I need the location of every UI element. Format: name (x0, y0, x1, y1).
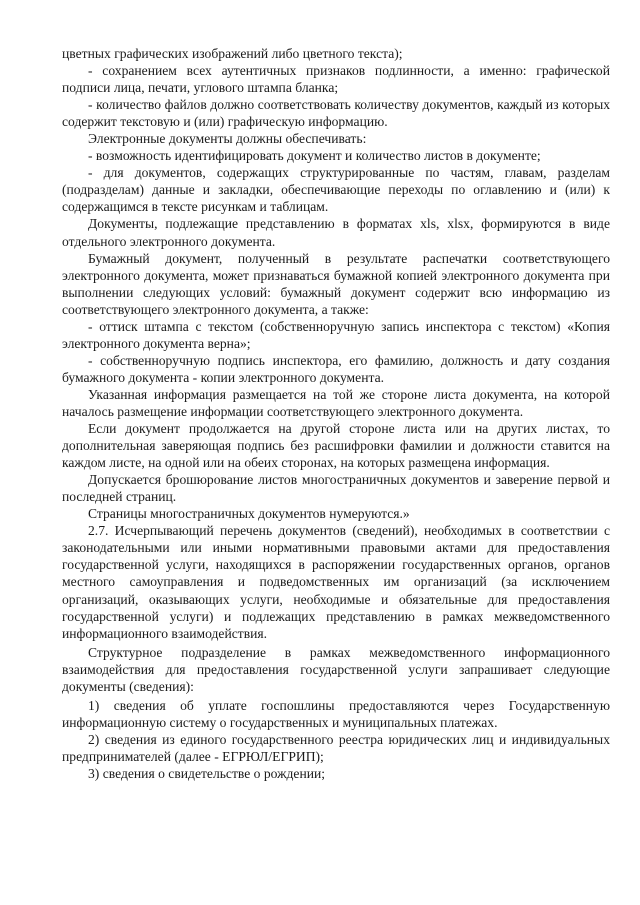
paragraph-8: Бумажный документ, полученный в результате распечатки соответствующего электронного документа, может признаваться бумажной копией электронного документа при выполнении следующих условий: бумажный документ содержит всю информацию из соответствующего электронного документа, а также: (62, 250, 610, 317)
paragraph-7: Документы, подлежащие представлению в форматах xls, xlsx, формируются в виде отдельного электронного документа. (62, 216, 610, 249)
paragraph-2: - сохранением всех аутентичных признаков подлинности, а именно: графической подписи лица, печати, углового штампа бланка; (62, 63, 610, 96)
document-body (62, 45, 610, 782)
paragraph-1: цветных графических изображений либо цветного текста); (62, 46, 403, 61)
paragraph-17: 1) сведения об уплате госпошлины предоставляются через Государственную информационную систему о государственных и муниципальных платежах. (62, 697, 610, 730)
paragraph-13: Допускается брошюрование листов многостраничных документов и заверение первой и последней страниц. (62, 472, 610, 505)
paragraph-6: - для документов, содержащих структурированные по частям, главам, разделам (подразделам) данные и закладки, обеспечивающие переходы по оглавлению и (или) к содержащимся в тексте рисункам и таблицам. (62, 165, 610, 215)
paragraph-16: Структурное подразделение в рамках межведомственного информационного взаимодействия для предоставления государственной услуги запрашивает следующие документы (сведения): (62, 644, 610, 694)
paragraph-11: Указанная информация размещается на той же стороне листа документа, на которой началось размещение информации соответствующего электронного документа. (62, 386, 610, 419)
paragraph-3: - количество файлов должно соответствовать количеству документов, каждый из которых содержит текстовую и (или) графическую информацию. (62, 97, 610, 130)
paragraph-14: Страницы многостраничных документов нумеруются.» (88, 506, 410, 522)
paragraph-19: 3) сведения о свидетельстве о рождении; (88, 765, 326, 781)
paragraph-4: Электронные документы должны обеспечивать: (88, 131, 367, 147)
paragraph-15: 2.7. Исчерпывающий перечень документов (сведений), необходимых в соответствии с законодательными или иными нормативными правовыми актами для предоставления государственной услуги, находящихся в распоряжении государственных органов, органов местного самоуправления и подведомственных им организаций (за исключением организаций, оказывающих услуги, необходимые и обязательные для предоставления государственной услуги) и подлежащих представлению в рамках межведомственного информационного взаимодействия. (62, 523, 610, 641)
paragraph-10: - собственноручную подпись инспектора, его фамилию, должность и дату создания бумажного документа - копии электронного документа. (62, 352, 610, 385)
paragraph-5: - возможность идентифицировать документ и количество листов в документе; (88, 148, 541, 164)
paragraph-9: - оттиск штампа с текстом (собственноручную запись инспектора с текстом) «Копия электронного документа верна»; (62, 318, 610, 351)
paragraph-18: 2) сведения из единого государственного реестра юридических лиц и индивидуальных предпринимателей (далее - ЕГРЮЛ/ЕГРИП); (62, 731, 610, 764)
paragraph-12: Если документ продолжается на другой стороне листа или на других листах, то дополнительная заверяющая подпись без расшифровки фамилии и должности ставится на каждом листе, на одной или на обеих сторонах, на которых размещена информация. (62, 421, 610, 471)
